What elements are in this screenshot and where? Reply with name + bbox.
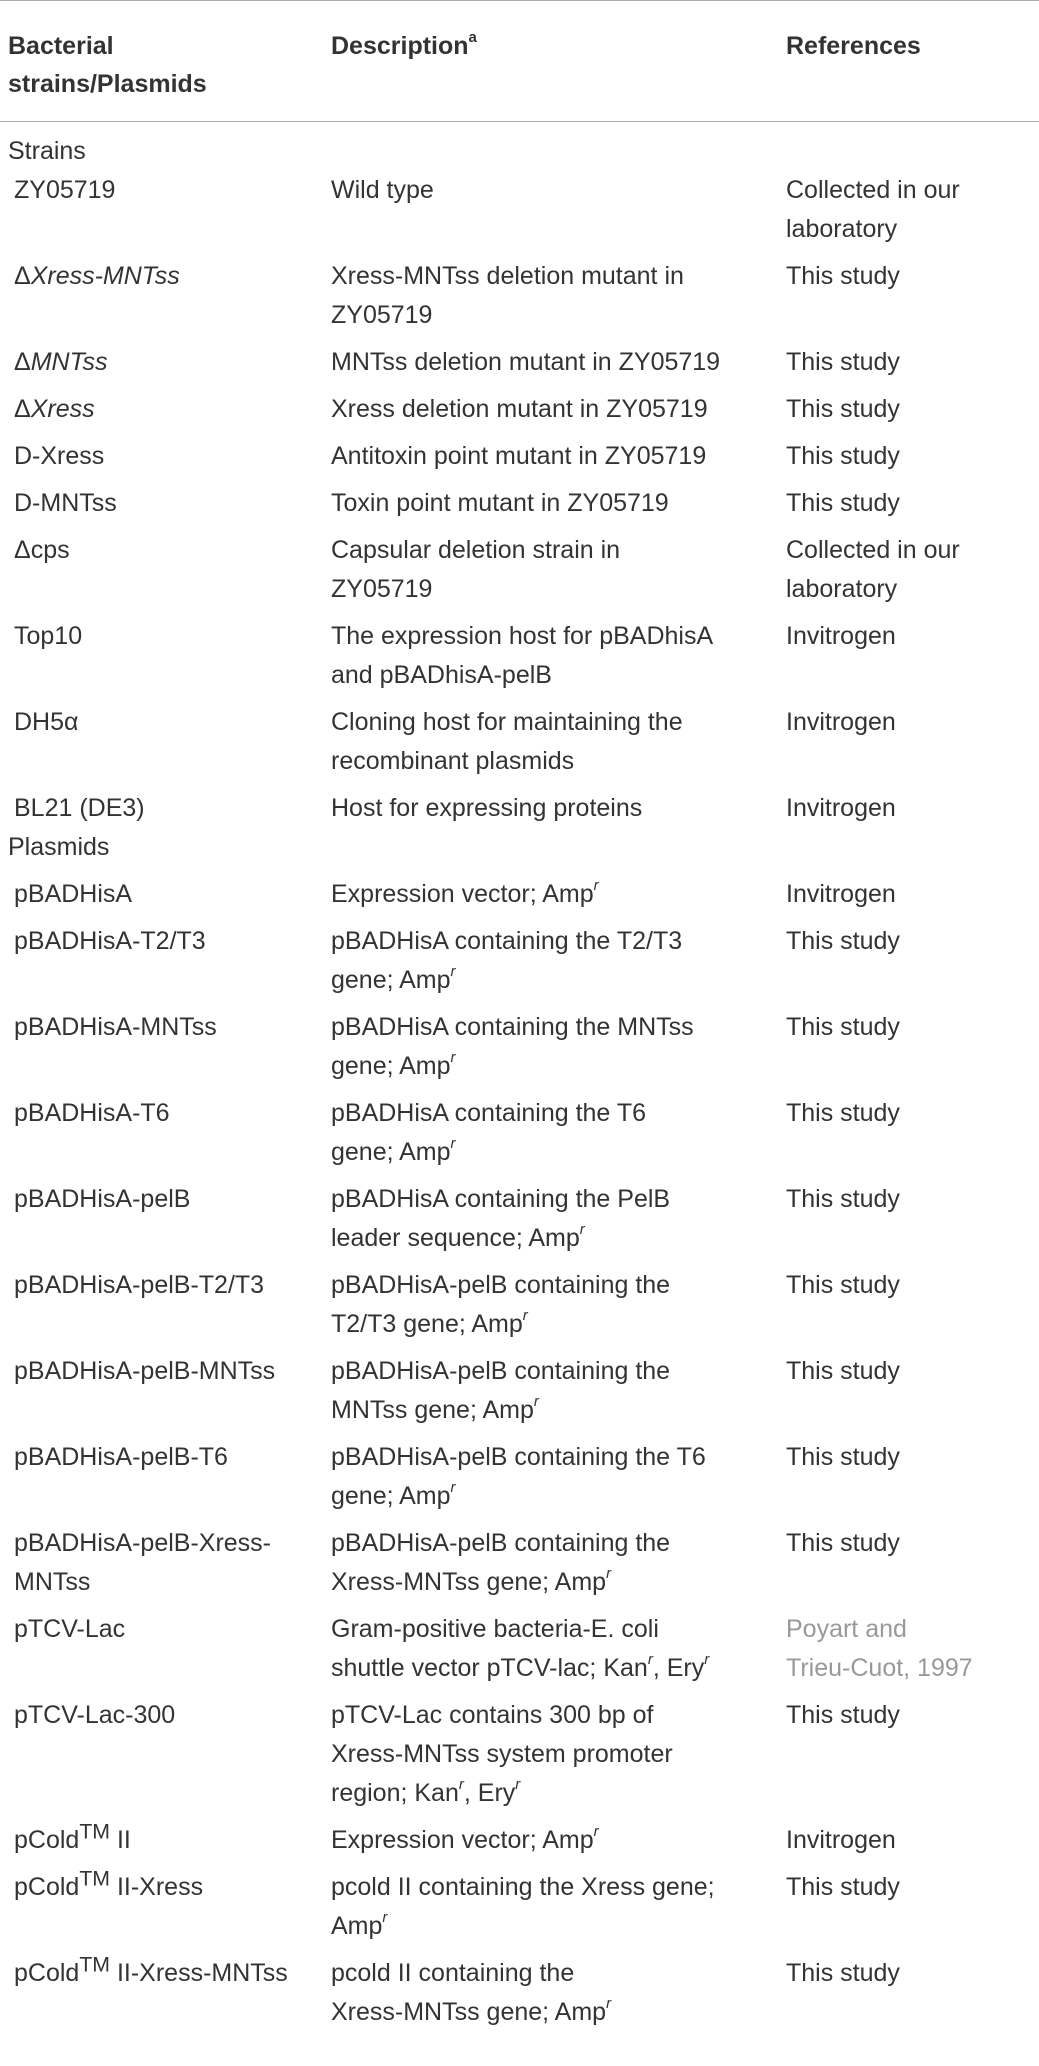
table-row: pTCV-Lac-300 pTCV-Lac contains 300 bp of Xress-MNTss system promoter region; Kan$^r$, Ery$^r$ This study — [14, 1701, 900, 1807]
table-row: D-Xress Antitoxin point mutant in ZY05719 This study — [14, 442, 900, 470]
table-row: pTCV-Lac Gram-positive bacteria-E. coli shuttle vector pTCV-lac; Kan$^r$, Ery$^r$ Poyart and Trieu-Cuot, 1997 — [0, 1610, 1039, 1688]
table-row: Δcps Capsular deletion strain in ZY05719 Collected in our laboratory — [14, 536, 960, 603]
table-row: pCold™ II-Xress-MNTss pcold II containing the Xress-MNTss gene; Amp$^r$ This study — [14, 1952, 900, 2026]
table-row: D-MNTss Toxin point mutant in ZY05719 This study — [14, 489, 900, 517]
table-row: pBADHisA-pelB-T6 pBADHisA-pelB containing the T6 gene; Amp$^r$ This study — [14, 1443, 900, 1510]
table-row: pBADHisA Expression vector; Amp$^r$ Invitrogen — [14, 877, 896, 908]
table-row: BL21 (DE3) Host for expressing proteins Invitrogen — [14, 794, 896, 822]
header-strains-plasmids: Bacterial strains/Plasmids — [8, 32, 207, 98]
section-plasmids: Plasmids — [8, 833, 110, 861]
table-row: ΔMNTss MNTss deletion mutant in ZY05719 This study — [14, 348, 900, 376]
table-row: ΔXress Xress deletion mutant in ZY05719 This study — [14, 395, 900, 423]
table-row: pBADHisA-MNTss pBADHisA containing the MNTss gene; Amp$^r$ This study — [14, 1013, 900, 1080]
table-row: DH5α Cloning host for maintaining the recombinant plasmids Invitrogen — [14, 708, 896, 775]
reference-link[interactable]: Poyart and Trieu-Cuot, 1997 — [786, 1615, 973, 1682]
table-row: pBADHisA-T2/T3 pBADHisA containing the T2/T3 gene; Amp$^r$ This study — [14, 927, 900, 994]
table-row: pCold™ II Expression vector; Amp$^r$ Invitrogen — [14, 1819, 896, 1854]
table-row: Top10 The expression host for pBADhisA and pBADhisA-pelB Invitrogen — [14, 622, 896, 689]
table-row: pCold™ II-Xress pcold II containing the Xress gene; Amp$^r$ This study — [14, 1866, 900, 1940]
table-header — [0, 0, 1039, 122]
table-row: ZY05719 Wild type Collected in our laboratory — [14, 176, 960, 243]
table-row: pBADHisA-pelB-MNTss pBADHisA-pelB containing the MNTss gene; Amp$^r$ This study — [14, 1357, 900, 1424]
table-row: pBADHisA-T6 pBADHisA containing the T6 gene; Amp$^r$ This study — [14, 1099, 900, 1166]
table-row: ΔXress-MNTss Xress-MNTss deletion mutant in ZY05719 This study — [14, 262, 900, 329]
table-row: pBADHisA-pelB pBADHisA containing the PelB leader sequence; Amp$^r$ This study — [14, 1185, 900, 1252]
table-row: pBADHisA-pelB-Xress- MNTss pBADHisA-pelB containing the Xress-MNTss gene; Amp$^r$ This study — [14, 1529, 900, 1596]
header-description: Description$^a$ — [331, 29, 477, 60]
header-references: References — [786, 32, 921, 60]
table-row: pBADHisA-pelB-T2/T3 pBADHisA-pelB containing the T2/T3 gene; Amp$^r$ This study — [14, 1271, 900, 1338]
section-strains: Strains — [8, 137, 86, 165]
